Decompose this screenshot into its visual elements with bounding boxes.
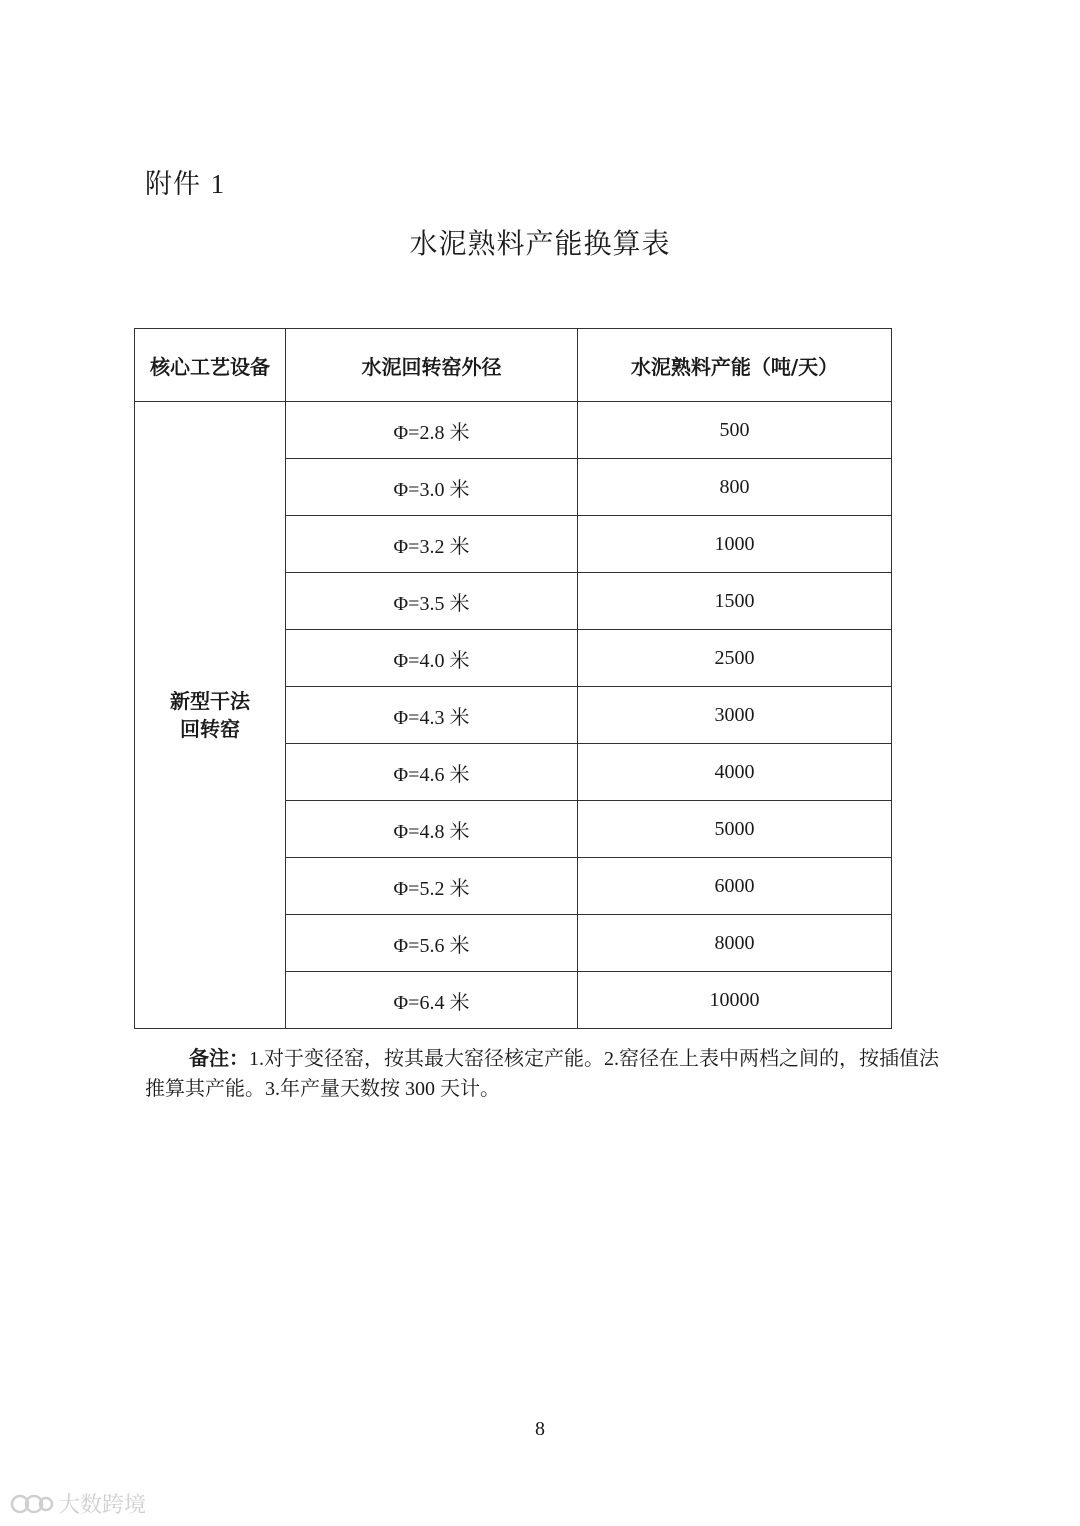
table-body (135, 402, 892, 1029)
diameter-cell: Φ=4.3 米 (286, 687, 578, 744)
capacity-cell: 6000 (578, 858, 892, 915)
attachment-number: 1 (210, 169, 226, 199)
equipment-line2: 回转窑 (180, 717, 240, 741)
attachment-prefix: 附件 (145, 169, 201, 200)
table-header-row (135, 329, 892, 402)
remark-label: 备注： (189, 1046, 249, 1070)
attachment-label (145, 162, 225, 201)
capacity-cell: 8000 (578, 915, 892, 972)
diameter-cell: Φ=4.0 米 (286, 630, 578, 687)
diameter-cell: Φ=2.8 米 (286, 402, 578, 459)
diameter-cell: Φ=3.0 米 (286, 459, 578, 516)
diameter-cell: Φ=5.6 米 (286, 915, 578, 972)
capacity-cell: 5000 (578, 801, 892, 858)
capacity-cell: 800 (578, 459, 892, 516)
diameter-cell: Φ=3.5 米 (286, 573, 578, 630)
capacity-table (134, 328, 892, 1029)
diameter-cell: Φ=3.2 米 (286, 516, 578, 573)
remark-text: 1.对于变径窑，按其最大窑径核定产能。2.窑径在上表中两档之间的，按插值法推算其产能。3.年产量天数按 300 天计。 (145, 1048, 939, 1100)
capacity-cell: 4000 (578, 744, 892, 801)
watermark-logo-icon (10, 1489, 54, 1519)
equipment-cell (135, 402, 286, 1029)
watermark-text: 大数跨境 (58, 1493, 147, 1518)
header-equipment: 核心工艺设备 (135, 329, 286, 402)
capacity-cell: 2500 (578, 630, 892, 687)
capacity-cell: 10000 (578, 972, 892, 1029)
capacity-cell: 500 (578, 402, 892, 459)
capacity-cell: 3000 (578, 687, 892, 744)
table-row (135, 402, 892, 459)
header-diameter: 水泥回转窑外径 (286, 329, 578, 402)
page-title: 水泥熟料产能换算表 (409, 227, 671, 260)
capacity-cell: 1500 (578, 573, 892, 630)
watermark (10, 1488, 146, 1519)
diameter-cell: Φ=5.2 米 (286, 858, 578, 915)
header-capacity: 水泥熟料产能（吨/天） (578, 329, 892, 402)
diameter-cell: Φ=4.6 米 (286, 744, 578, 801)
capacity-cell: 1000 (578, 516, 892, 573)
remark-note (145, 1043, 945, 1104)
diameter-cell: Φ=6.4 米 (286, 972, 578, 1029)
page-number: 8 (535, 1418, 545, 1440)
equipment-line1: 新型干法 (170, 689, 250, 713)
diameter-cell: Φ=4.8 米 (286, 801, 578, 858)
